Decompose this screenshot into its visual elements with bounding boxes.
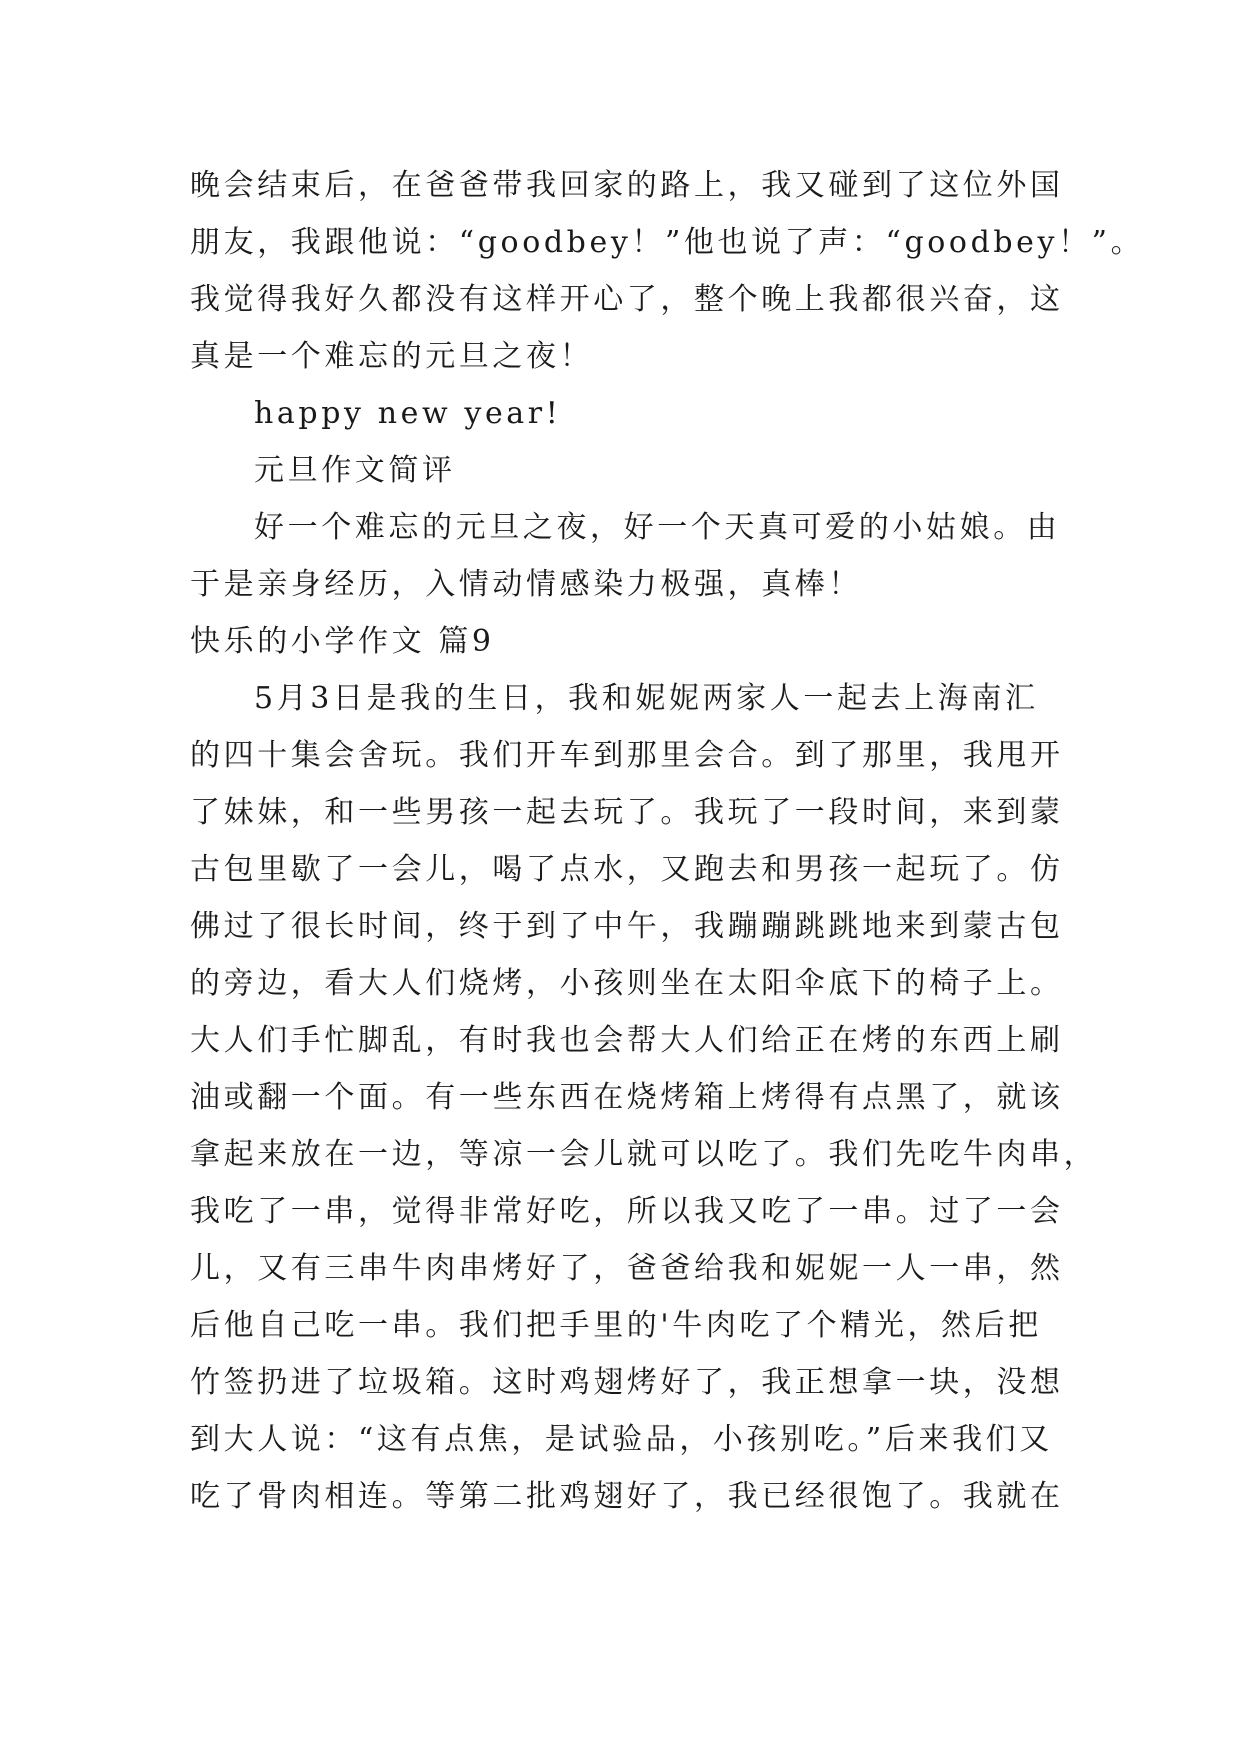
review-heading: 元旦作文简评 bbox=[254, 453, 456, 488]
paragraph-1-line-3: 我觉得我好久都没有这样开心了，整个晚上我都很兴奋，这 bbox=[190, 282, 1064, 317]
paragraph-2-line-13: 竹签扔进了垃圾箱。这时鸡翅烤好了，我正想拿一块，没想 bbox=[190, 1365, 1064, 1400]
section-heading: 快乐的小学作文 篇9 bbox=[190, 624, 495, 659]
paragraph-2-line-14: 到大人说：“这有点焦，是试验品，小孩别吃。”后来我们又 bbox=[190, 1422, 1053, 1457]
paragraph-1-line-2: 朋友，我跟他说：“goodbey！”他也说了声：“goodbey！”。 bbox=[190, 225, 1145, 260]
paragraph-2-line-5: 佛过了很长时间，终于到了中午，我蹦蹦跳跳地来到蒙古包 bbox=[190, 909, 1064, 944]
paragraph-2-line-9: 拿起来放在一边，等凉一会儿就可以吃了。我们先吃牛肉串， bbox=[190, 1137, 1098, 1172]
review-line-1: 好一个难忘的元旦之夜，好一个天真可爱的小姑娘。由 bbox=[254, 510, 1061, 545]
closing-line: happy new year! bbox=[254, 396, 562, 431]
review-line-2: 于是亲身经历，入情动情感染力极强，真棒！ bbox=[190, 567, 862, 602]
paragraph-2-line-3: 了妹妹，和一些男孩一起去玩了。我玩了一段时间，来到蒙 bbox=[190, 795, 1064, 830]
paragraph-1-line-1: 晚会结束后，在爸爸带我回家的路上，我又碰到了这位外国 bbox=[190, 168, 1064, 203]
paragraph-2-line-6: 的旁边，看大人们烧烤，小孩则坐在太阳伞底下的椅子上。 bbox=[190, 966, 1064, 1001]
paragraph-1-line-4: 真是一个难忘的元旦之夜！ bbox=[190, 339, 594, 374]
paragraph-2-line-1: 5月3日是我的生日，我和妮妮两家人一起去上海南汇 bbox=[254, 681, 1039, 716]
paragraph-2-line-4: 古包里歇了一会儿，喝了点水，又跑去和男孩一起玩了。仿 bbox=[190, 852, 1064, 887]
paragraph-2-line-10: 我吃了一串，觉得非常好吃，所以我又吃了一串。过了一会 bbox=[190, 1194, 1064, 1229]
paragraph-2-line-8: 油或翻一个面。有一些东西在烧烤箱上烤得有点黑了，就该 bbox=[190, 1080, 1064, 1115]
paragraph-2-line-2: 的四十集会舍玩。我们开车到那里会合。到了那里，我甩开 bbox=[190, 738, 1064, 773]
paragraph-2-line-15: 吃了骨肉相连。等第二批鸡翅好了，我已经很饱了。我就在 bbox=[190, 1479, 1064, 1514]
paragraph-2-line-7: 大人们手忙脚乱，有时我也会帮大人们给正在烤的东西上刷 bbox=[190, 1023, 1064, 1058]
paragraph-2-line-12: 后他自己吃一串。我们把手里的'牛肉吃了个精光，然后把 bbox=[190, 1308, 1042, 1343]
paragraph-2-line-11: 儿，又有三串牛肉串烤好了，爸爸给我和妮妮一人一串，然 bbox=[190, 1251, 1064, 1286]
